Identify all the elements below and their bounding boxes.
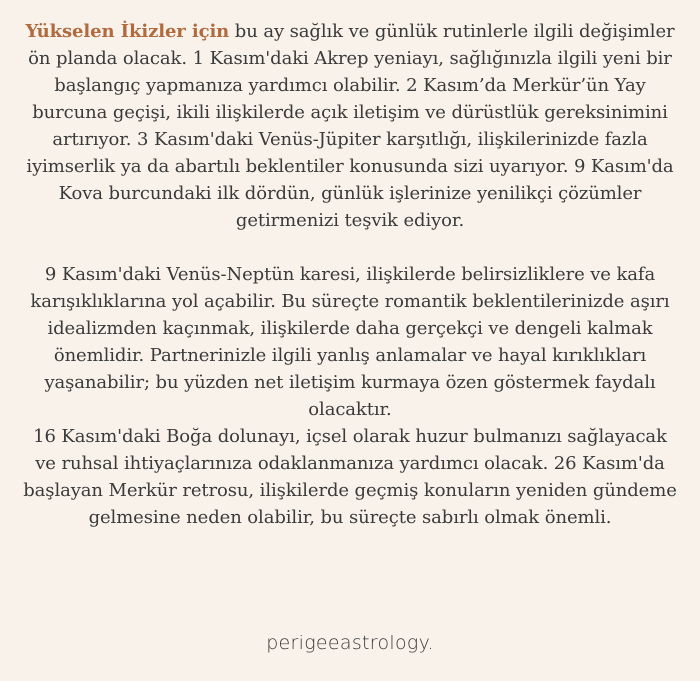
post-body <box>0 18 700 531</box>
brand-signature: perigeeastrology. <box>266 632 434 654</box>
highlight-heading: Yükselen İkizler için <box>25 21 230 42</box>
paragraph-full-moon: 16 Kasım'daki Boğa dolunayı, içsel olarak huzur bulmanızı sağlayacak ve ruhsal ihtiyaçlarınıza odaklanmanıza yardımcı olacak. 26 Kasım'da başlayan Merkür retrosu, ilişkilerde geçmiş konuların yeniden gündeme gelmesine neden olabilir, bu süreçte sabırlı olmak önemli. <box>23 426 677 528</box>
paragraph-intro <box>0 18 700 234</box>
paragraph-intro-text: bu ay sağlık ve günlük rutinlerle ilgili değişimler ön planda olacak. 1 Kasım'daki Akrep yeniayı, sağlığınızla ilgili yeni bir başlangıç yapmanıza yardımcı olabilir. 2 Kasım’da Merkür’ün Yay burcuna geçişi, ikili ilişkilerde açık iletişim ve dürüstlük gereksinimini artırıyor. 3 Kasım'daki Venüs-Jüpiter karşıtlığı, ilişkilerinizde fazla iyimserlik ya da abartılı beklentiler konusunda sizi uyarıyor. 9 Kasım'da Kova burcundaki ilk dördün, günlük işlerinize yenilikçi çözümler getirmenizi teşvik ediyor. <box>26 21 675 231</box>
paragraph-venus-neptune: 9 Kasım'daki Venüs-Neptün karesi, ilişkilerde belirsizliklere ve kafa karışıklıklarına yol açabilir. Bu süreçte romantik beklentilerinizde aşırı idealizmden kaçınmak, ilişkilerde daha gerçekçi ve dengeli kalmak önemlidir. Partnerinizle ilgili yanlış anlamalar ve hayal kırıklıkları yaşanabilir; bu yüzden net iletişim kurmaya özen göstermek faydalı olacaktır. <box>30 264 670 420</box>
